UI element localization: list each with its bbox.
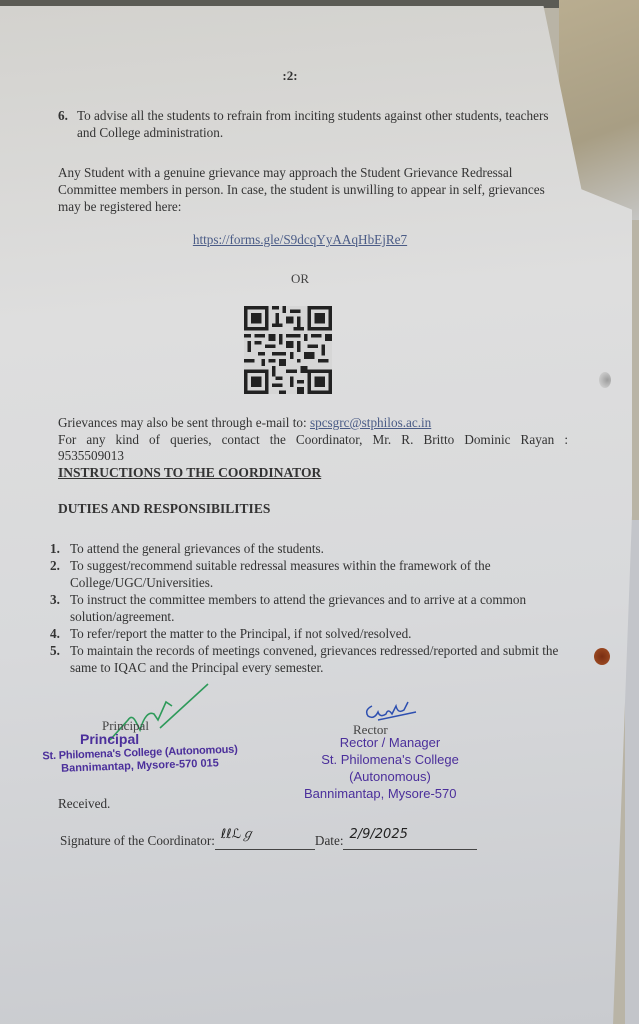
item-number: 6. [58,108,68,123]
email-prefix: Grievances may also be sent through e-mail to: [58,415,307,430]
received-label: Received. [58,796,111,811]
duty-item-2 [50,557,560,591]
instructions-heading: INSTRUCTIONS TO THE COORDINATOR [58,465,322,480]
list-item-6 [58,107,568,141]
duty-text: To attend the general grievances of the students. [70,541,324,556]
stamp-address: Bannimantap, Mysore-570 015 [60,757,220,775]
duty-number: 4. [50,626,60,641]
grievance-paragraph: Any Student with a genuine grievance may approach the Student Grievance Redressal Committee members in person. In case, the student is unwilling to appear in self, grievances may be registered here: [58,165,545,214]
date-field[interactable] [343,827,477,850]
form-link[interactable]: https://forms.gle/S9dcqYyAAqHbEjRe7 [192,232,408,247]
email-link[interactable]: spcsgrc@stphilos.ac.in [309,415,432,430]
stamp-title: Rector / Manager [339,735,441,750]
principal-stamp [40,731,240,775]
stamp-autonomous: (Autonomous) [349,769,431,784]
duty-number: 2. [50,558,60,573]
rector-stamp [300,734,480,802]
page-number: :2: [282,68,298,83]
duty-text: To maintain the records of meetings convened, grievances redressed/reported and submit the same to IQAC and the Principal every semester. [70,643,559,675]
item-text: To advise all the students to refrain from inciting students against other students, teachers and College administration. [77,108,549,140]
duty-text: To suggest/recommend suitable redressal measures within the framework of the College/UGC/Universities. [70,558,491,590]
duty-item-3 [50,591,560,625]
duty-item-1 [50,540,560,557]
duties-heading: DUTIES AND RESPONSIBILITIES [58,501,271,516]
coordinator-signature-line [60,827,477,850]
punch-hole-icon [599,372,611,388]
query-line: For any kind of queries, contact the Coordinator, Mr. R. Britto Dominic Rayan : [58,432,568,447]
duty-number: 3. [50,592,60,607]
principal-label: Principal [102,718,149,733]
qr-code-icon[interactable] [242,306,334,394]
duties-list [50,540,560,676]
stamp-title: Principal [80,731,140,747]
duty-number: 1. [50,541,60,556]
coordinator-phone: 9535509013 [58,448,124,463]
stamp-college: St. Philomena's College (Autonomous) [42,743,238,763]
duty-text: To instruct the committee members to attend the grievances and to arrive at a common solution/agreement. [70,592,527,624]
punch-hole-icon [594,648,610,665]
coordinator-signature-value: ℓℓℒℊ [220,827,255,842]
stamp-college: St. Philomena's College [321,752,459,767]
duty-item-5 [50,642,560,676]
date-value: 2/9/2025 [349,827,408,842]
email-line [58,414,578,431]
stamp-address: Bannimantap, Mysore-570 [304,786,457,801]
duty-text: To refer/report the matter to the Principal, if not solved/resolved. [70,626,412,641]
coordinator-signature-label: Signature of the Coordinator: [60,833,215,848]
or-label: OR [290,271,310,286]
coordinator-signature-field[interactable] [215,827,315,850]
rector-label: Rector [353,722,388,737]
date-label: Date: [314,833,344,848]
duty-item-4 [50,625,560,642]
duty-number: 5. [50,643,60,658]
